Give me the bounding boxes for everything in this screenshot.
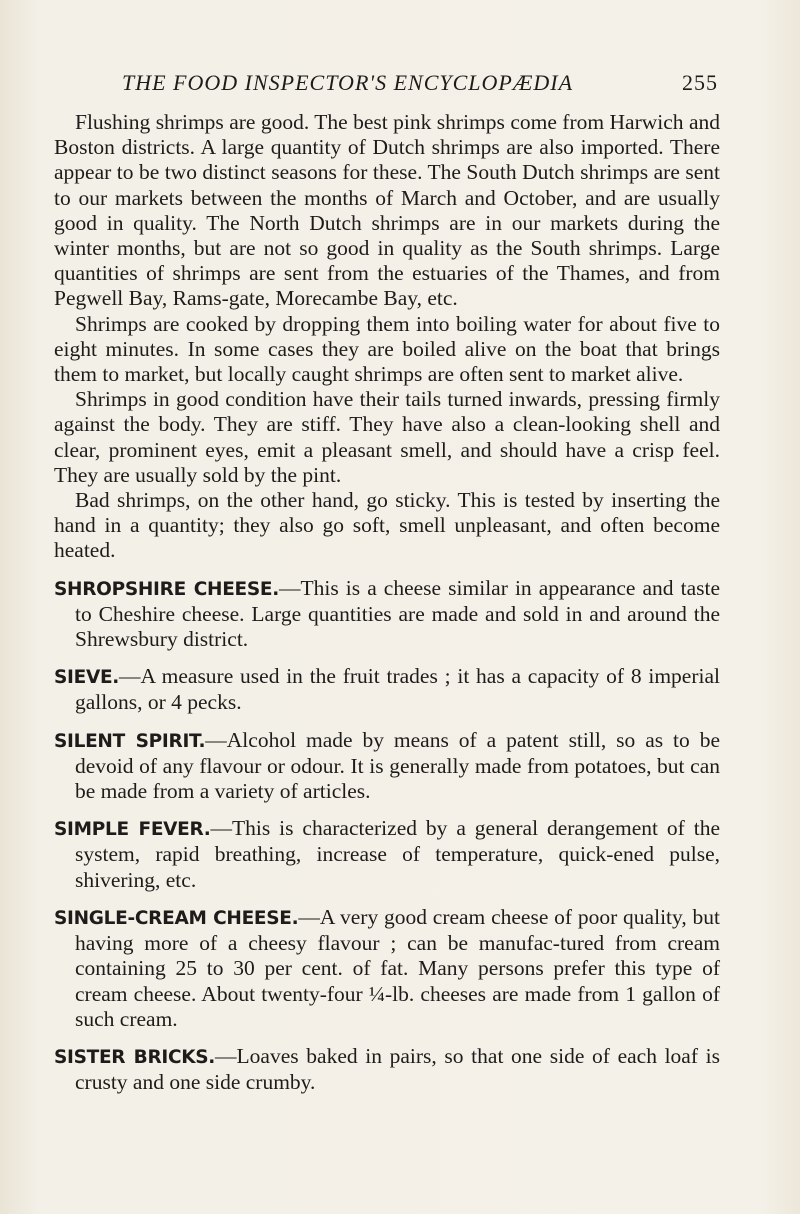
entry-sieve xyxy=(54,664,720,715)
paragraph-good-shrimps: Shrimps in good condition have their tails turned inwards, pressing firmly against the body. They are stiff. They have also a clean-looking shell and clear, prominent eyes, emit a pleasant smell, and should have a crisp feel. They are usually sold by the pint. xyxy=(54,387,720,487)
entry-single-cream-cheese xyxy=(54,905,720,1032)
paragraph-flushing-shrimps: Flushing shrimps are good. The best pink shrimps come from Harwich and Boston districts. A large quantity of Dutch shrimps are also imported. There appear to be two distinct seasons for these. The South Dutch shrimps are sent to our markets between the months of March and October, and are usually good in quality. The North Dutch shrimps are in our markets during the winter months, but are not so good in quality as the South shrimps. Large quantities of shrimps are sent from the estuaries of the Thames, and from Pegwell Bay, Rams-gate, Morecambe Bay, etc. xyxy=(54,110,720,311)
entry-definition: —A measure used in the fruit trades ; it has a capacity of 8 imperial gallons, or 4 pecks. xyxy=(75,664,720,715)
entry-term: SIEVE. xyxy=(54,667,120,689)
entry-definition: —This is a cheese similar in appearance and taste to Cheshire cheese. Large quantities are made and sold in and around the Shrewsbury district. xyxy=(75,575,720,652)
entry-term: SHROPSHIRE CHEESE. xyxy=(54,578,279,600)
entry-term: SINGLE-CREAM CHEESE. xyxy=(54,907,299,929)
page-body xyxy=(54,110,720,1095)
entry-term: SISTER BRICKS. xyxy=(54,1046,216,1068)
entry-shropshire-cheese xyxy=(54,576,720,653)
entry-silent-spirit xyxy=(54,728,720,805)
running-title: THE FOOD INSPECTOR'S ENCYCLOPÆDIA xyxy=(122,70,574,95)
page-number: 255 xyxy=(682,70,718,95)
paragraph-bad-shrimps: Bad shrimps, on the other hand, go sticky. This is tested by inserting the hand in a quantity; they also go soft, smell unpleasant, and often become heated. xyxy=(54,488,720,563)
entry-term: SIMPLE FEVER. xyxy=(54,819,211,841)
running-header xyxy=(122,70,718,100)
entry-definition: —Loaves baked in pairs, so that one side of each loaf is crusty and one side crumby. xyxy=(75,1043,720,1095)
entry-term: SILENT SPIRIT. xyxy=(54,730,206,752)
paragraph-shrimp-cooking: Shrimps are cooked by dropping them into boiling water for about five to eight minutes. In some cases they are boiled alive on the boat that brings them to market, but locally caught shrimps are often sent to market alive. xyxy=(54,311,720,387)
entry-definition: —A very good cream cheese of poor quality, but having more of a cheesy flavour ; can be manufac-tured from cream containing 25 to 30 per cent. of fat. Many persons prefer this type of cream cheese. About twenty-four ¼-lb. cheeses are made from 1 gallon of such cream. xyxy=(75,904,721,1031)
entry-definition: —Alcohol made by means of a patent still, so as to be devoid of any flavour or odour. It is generally made from potatoes, but can be made from a variety of articles. xyxy=(75,727,720,804)
entry-sister-bricks xyxy=(54,1044,720,1095)
entry-simple-fever xyxy=(54,816,720,893)
entry-definition: —This is characterized by a general derangement of the system, rapid breathing, increase of temperature, quick-ened pulse, shivering, etc. xyxy=(75,816,720,892)
